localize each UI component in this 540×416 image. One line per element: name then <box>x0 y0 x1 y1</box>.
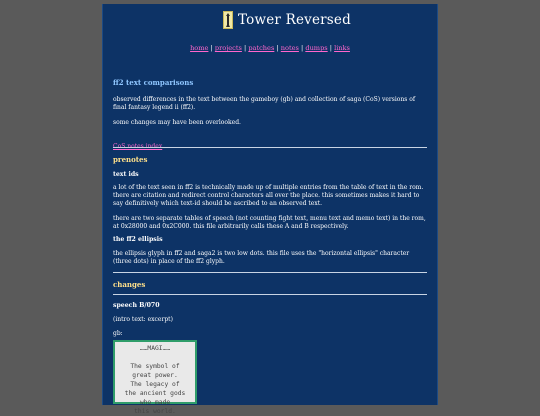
nav-separator: | <box>241 44 249 52</box>
section-divider <box>113 294 427 295</box>
ellipsis-paragraph: the ellipsis glyph in ff2 and saga2 is two low dots. this file uses the "horizontal ellipsis" character (three dots) in place of the ff2 glyph. <box>113 250 410 265</box>
nav-link-notes[interactable]: notes <box>280 44 299 52</box>
speech-caption: (intro text: excerpt) <box>113 316 173 323</box>
content-panel <box>102 4 438 415</box>
nav-separator: | <box>274 44 281 52</box>
nav-separator: | <box>208 44 215 52</box>
nav-separator: | <box>327 44 335 52</box>
site-title: Tower Reversed <box>238 12 351 28</box>
intro-text: observed differences in the text between the gameboy (gb) and collection of saga (CoS) versions of final fantasy legend ii (ff2). <box>113 96 416 111</box>
game-text-box: ……MAGI…… The symbol of great power. The legacy of the ancient gods who made this world. <box>113 340 197 404</box>
section-divider <box>113 272 427 273</box>
tower-logo-icon <box>223 11 233 29</box>
nav-link-links[interactable]: links <box>334 44 350 52</box>
nav-link-patches[interactable]: patches <box>248 44 275 52</box>
page-title: ff2 text comparisons <box>113 78 194 87</box>
main-nav <box>103 44 437 52</box>
section-divider <box>113 147 427 148</box>
nav-link-dumps[interactable]: dumps <box>305 44 328 52</box>
version-label: gb: <box>113 330 123 337</box>
text-ids-paragraph-1: a lot of the text seen in ff2 is technically made up of multiple entries from the table of text in the rom. there are citation and redirect control characters all over the place. this sometimes makes it hard to say definitively which text-id should be ascribed to an observed text. <box>113 184 424 207</box>
nav-link-projects[interactable]: projects <box>214 44 242 52</box>
ellipsis-heading: the ff2 ellipsis <box>113 236 163 243</box>
changes-heading: changes <box>113 280 146 289</box>
cos-notes-index-link[interactable]: CoS notes index <box>113 143 163 150</box>
overlook-note: some changes may have been overlooked. <box>113 119 241 126</box>
nav-link-home[interactable]: home <box>190 44 209 52</box>
nav-separator: | <box>298 44 306 52</box>
speech-entry-heading: speech B/070 <box>113 302 160 309</box>
site-header[interactable] <box>223 8 351 32</box>
prenotes-heading: prenotes <box>113 155 148 164</box>
text-ids-heading: text ids <box>113 171 139 178</box>
text-ids-paragraph-2: there are two separate tables of speech (not counting fight text, menu text and memo text) in the rom, at 0x28000 and 0x2C000. this file arbitrarily calls these A and B respectively. <box>113 215 426 230</box>
